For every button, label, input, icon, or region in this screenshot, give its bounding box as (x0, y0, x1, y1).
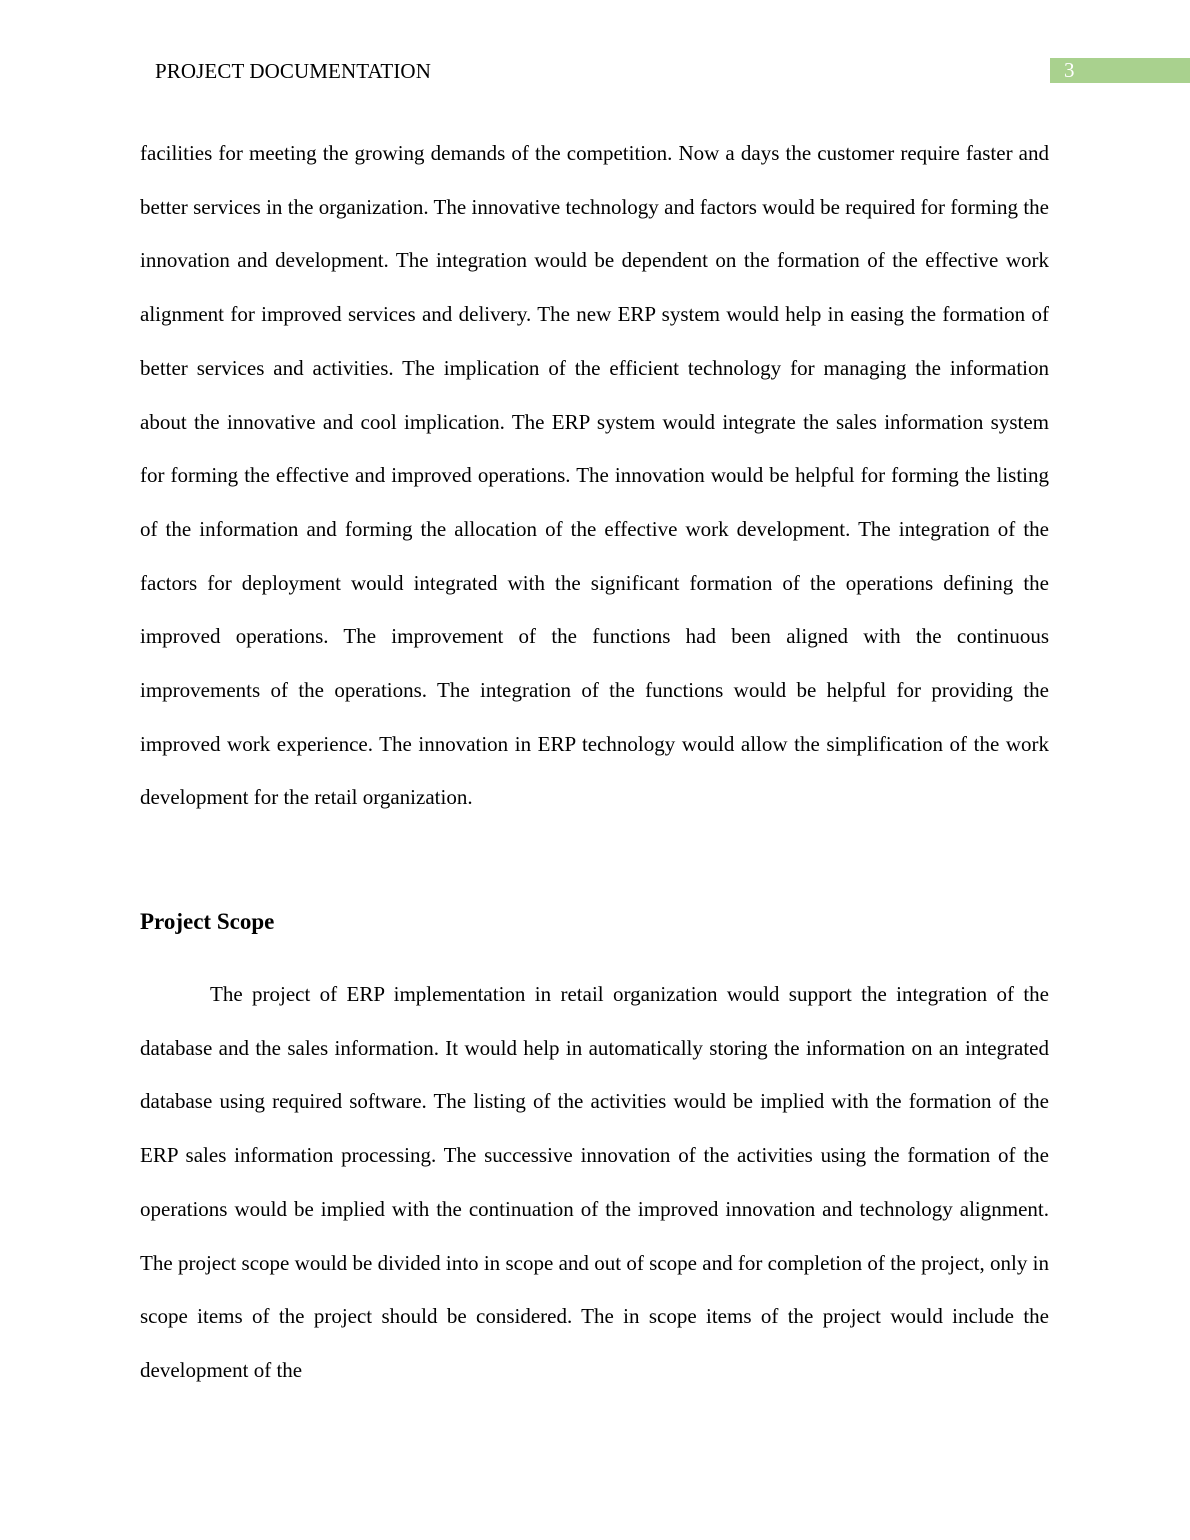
running-head: PROJECT DOCUMENTATION (155, 59, 431, 83)
section-heading-project-scope: Project Scope (140, 909, 275, 934)
body-paragraph-2: The project of ERP implementation in retail organization would support the integration of the database and the sales information. It would help in automatically storing the information on an integrated database using required software. The listing of the activities would be implied with the formation of the ERP sales information processing. The successive innovation of the activities using the formation of the operations would be implied with the continuation of the improved innovation and technology alignment. The project scope would be divided into in scope and out of scope and for completion of the project, only in scope items of the project should be considered. The in scope items of the project would include the development of the (140, 982, 1049, 1382)
page-number-box (1050, 58, 1190, 83)
page-number: 3 (1064, 58, 1075, 82)
body-paragraph-1: facilities for meeting the growing demands of the competition. Now a days the customer require faster and better services in the organization. The innovative technology and factors would be required for forming the innovation and development. The integration would be dependent on the formation of the effective work alignment for improved services and delivery. The new ERP system would help in easing the formation of better services and activities. The implication of the efficient technology for managing the information about the innovative and cool implication. The ERP system would integrate the sales information system for forming the effective and improved operations. The innovation would be helpful for forming the listing of the information and forming the allocation of the effective work development. The integration of the factors for deployment would integrated with the significant formation of the operations defining the improved operations. The improvement of the functions had been aligned with the continuous improvements of the operations. The integration of the functions would be helpful for providing the improved work experience. The innovation in ERP technology would allow the simplification of the work development for the retail organization. (140, 141, 1049, 810)
